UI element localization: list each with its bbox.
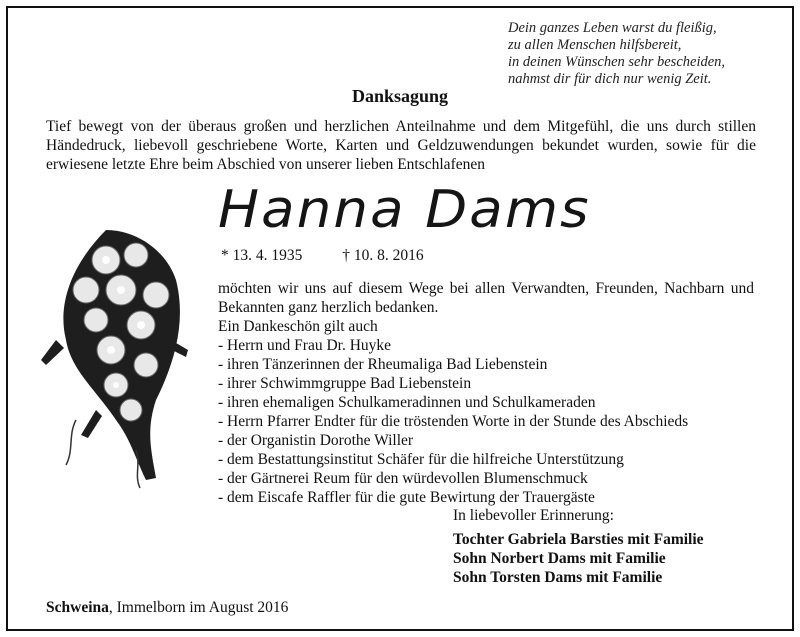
memory-intro: In liebevoller Erinnerung: (453, 507, 614, 524)
thanks-item: - Herrn Pfarrer Endter für die tröstenden Worte in der Stunde des Abschieds (218, 413, 689, 430)
place-date (46, 599, 288, 617)
thanks-section (218, 279, 754, 507)
life-dates (221, 247, 424, 265)
place-town: Schweina (46, 599, 109, 616)
thanks-item: - Herrn und Frau Dr. Huyke (218, 337, 392, 354)
thanks-item: - der Gärtnerei Reum für den würdevollen Blumenschmuck (218, 470, 588, 487)
signer: Sohn Torsten Dams mit Familie (453, 569, 663, 586)
deceased-name: Hanna Dams (218, 180, 591, 240)
place-rest: , Immelborn im August 2016 (108, 599, 289, 616)
thanks-lead: Ein Dankeschön gilt auch (218, 318, 378, 335)
thanks-item: - dem Eiscafe Raffler für die gute Bewirtung der Trauergäste (218, 489, 595, 506)
poem-line: nahmst dir für dich nur wenig Zeit. (508, 71, 712, 87)
thanks-item: - der Organistin Dorothe Willer (218, 432, 414, 449)
poem-line: Dein ganzes Leben warst du fleißig, (508, 20, 717, 36)
thanks-item: - dem Bestattungsinstitut Schäfer für die hilfreiche Unterstützung (218, 451, 624, 468)
thanks-item: - ihren Tänzerinnen der Rheumaliga Bad Liebenstein (218, 356, 548, 373)
birth-date: * 13. 4. 1935 (221, 247, 303, 264)
thanks-paragraph: möchten wir uns auf diesem Wege bei allen Verwandten, Freunden, Nachbarn und Bekannten ganz herzlich bedanken. (218, 280, 754, 316)
poem-line: in deinen Wünschen sehr bescheiden, (508, 54, 726, 70)
intro-text: Tief bewegt von der überaus großen und herzlichen Anteilnahme und dem Mitgefühl, die uns durch stillen Händedruck, liebevoll geschriebene Worte, Karten und Geldzuwendungen bekundet wurden, sowie für die erwiesene letzte Ehre beim Abschied von unserer lieben Entschlafenen (46, 118, 756, 173)
poem-line: zu allen Menschen hilfsbereit, (508, 37, 682, 53)
orchid-bouquet-image (36, 220, 196, 490)
notice-heading: Danksagung (351, 86, 449, 106)
signers (453, 530, 704, 587)
signer: Sohn Norbert Dams mit Familie (453, 550, 666, 567)
signer: Tochter Gabriela Barsties mit Familie (453, 531, 704, 548)
death-date: † 10. 8. 2016 (342, 247, 424, 264)
thanks-item: - ihren ehemaligen Schulkameradinnen und Schulkameraden (218, 394, 596, 411)
poem (508, 20, 725, 88)
thanks-item: - ihrer Schwimmgruppe Bad Liebenstein (218, 375, 472, 392)
